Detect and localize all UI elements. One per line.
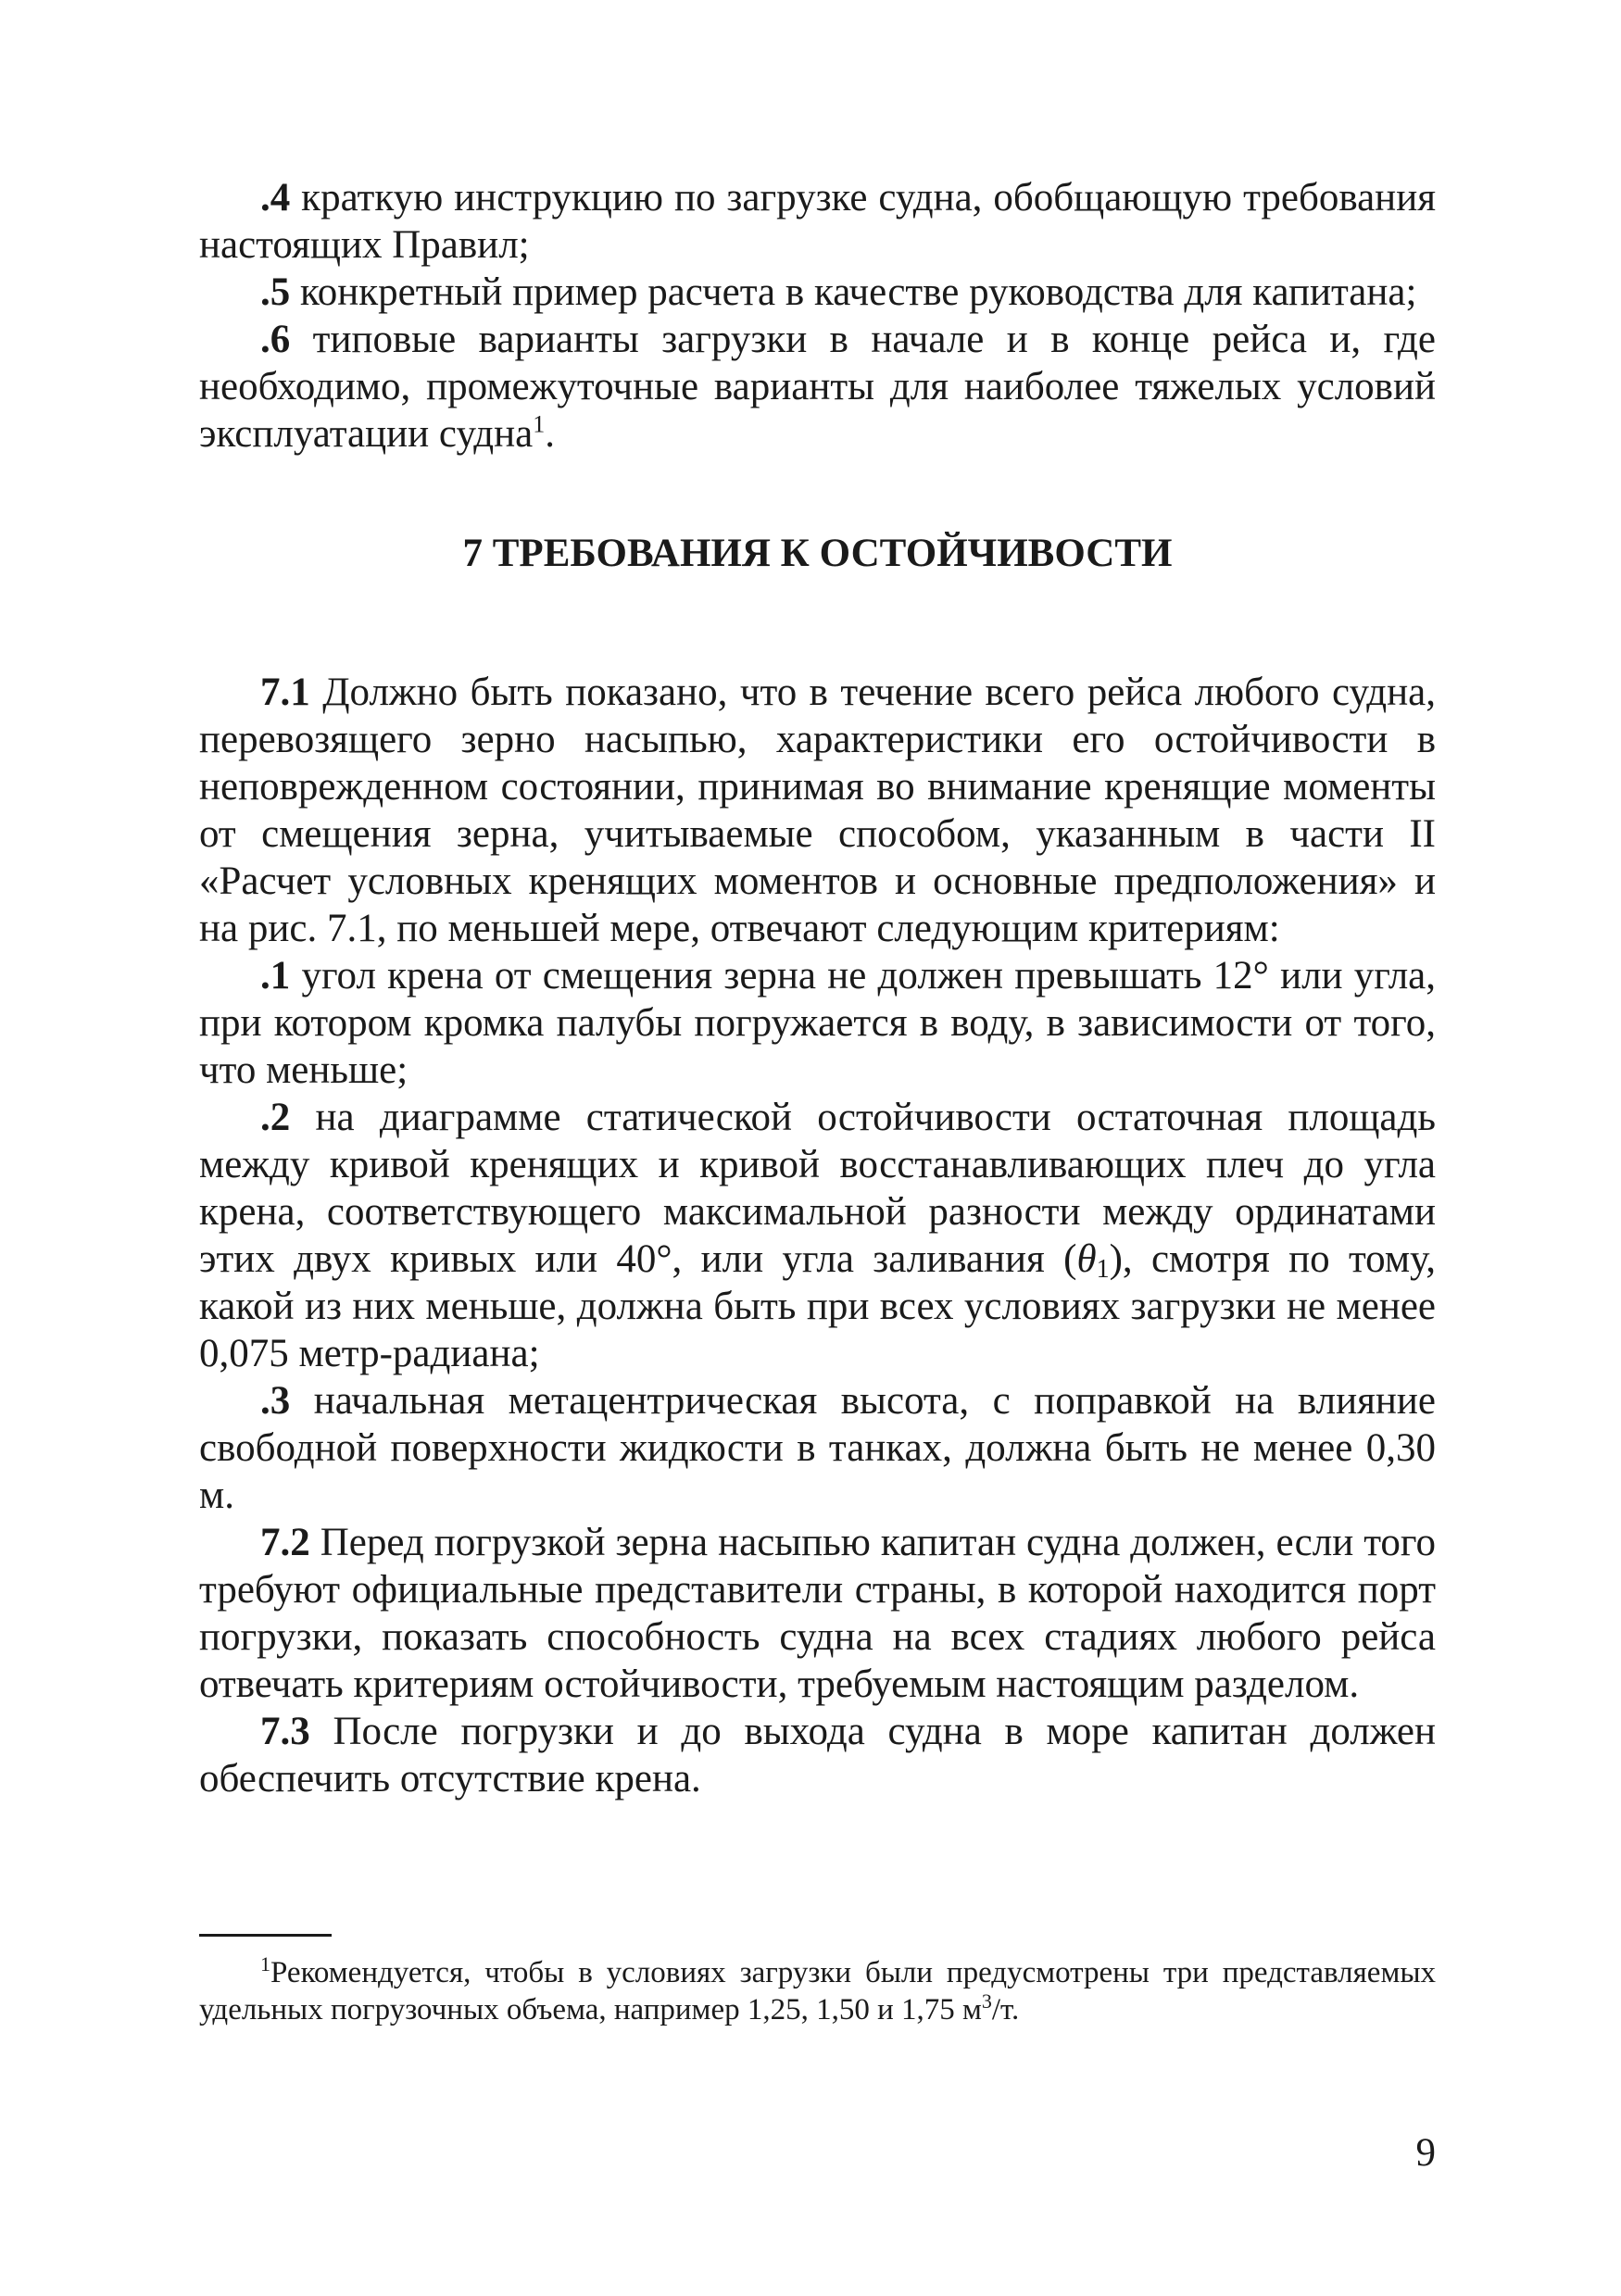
paragraph-7-3 [199, 1708, 1436, 1802]
item-text: конкретный пример расчета в качестве руководства для капитана; [290, 270, 1417, 314]
paragraph-7-2 [199, 1519, 1436, 1708]
item-text: типовые варианты загрузки в начале и в конце рейса и, где необходимо, промежуточные варианты для наиболее тяжелых условий эксплуатации судна [199, 318, 1436, 456]
list-item-4 [199, 174, 1436, 269]
paragraph-text: Должно быть показано, что в течение всего рейса любого судна, перевозящего зерно насыпью, характеристики его остойчивости в неповрежденном состоянии, принимая во внимание кренящие моменты от смещения зерна, учитываемые способом, указанным в части II «Расчет условных кренящих моментов и основные предположения» и на рис. 7.1, по меньшей мере, отвечают следующим критериям: [199, 671, 1436, 950]
criterion-text: угол крена от смещения зерна не должен превышать 12° или угла, при котором кромка палубы погружается в воду, в зависимости от того, что меньше; [199, 954, 1436, 1092]
item-tail: . [545, 412, 555, 456]
criterion-2 [199, 1094, 1436, 1377]
unit-superscript: 3 [981, 1989, 992, 2013]
criterion-3 [199, 1377, 1436, 1519]
criterion-number: .2 [260, 1096, 291, 1139]
theta-subscript: 1 [1096, 1255, 1110, 1284]
section-heading: 7 ТРЕБОВАНИЯ К ОСТОЙЧИВОСТИ [462, 532, 1173, 575]
criterion-number: .3 [260, 1379, 291, 1423]
item-number: .6 [260, 318, 291, 361]
theta-symbol: θ [1076, 1237, 1097, 1281]
page-number: 9 [1415, 2131, 1436, 2175]
criterion-text-end: ), смотря по тому, какой из них меньше, должна быть при всех условиях загрузки не менее 0,075 метр-радиана; [199, 1237, 1437, 1375]
footnote-body: Рекомендуется, чтобы в условиях загрузки были предусмотрены три представляемых удельных погрузочных объема, например 1,25, 1,50 и 1,75 м [199, 1956, 1436, 2026]
main-text [199, 174, 1436, 1802]
list-item-6 [199, 316, 1436, 458]
paragraph-7-1 [199, 669, 1436, 952]
criterion-text: начальная метацентрическая высота, с поправкой на влияние свободной поверхности жидкости в танках, должна быть не менее 0,30 м. [199, 1379, 1436, 1517]
criterion-number: .1 [260, 954, 291, 997]
footnote-reference[interactable]: 1 [533, 410, 546, 438]
footnote-separator [199, 1934, 332, 1937]
paragraph-number: 7.2 [260, 1521, 310, 1564]
criterion-1 [199, 952, 1436, 1094]
paragraph-text: После погрузки и до выхода судна в море капитан должен обеспечить отсутствие крена. [199, 1710, 1436, 1800]
item-text: краткую инструкцию по загрузке судна, обобщающую требования настоящих Правил; [199, 176, 1436, 267]
footnote [199, 1954, 1436, 2028]
footnote-text [199, 1954, 1436, 2028]
criterion-text-start: на диаграмме статической остойчивости остаточная площадь между кривой кренящих и кривой восстанавливающих плеч до угла крена, соответствующего максимальной разности между ординатами этих двух кривых или 40°, или угла заливания ( [199, 1096, 1436, 1281]
item-number: .5 [260, 270, 291, 314]
paragraph-text: Перед погрузкой зерна насыпью капитан судна должен, если того требуют официальные представители страны, в которой находится порт погрузки, показать способность судна на всех стадиях любого рейса отвечать критериям остойчивости, требуемым настоящим разделом. [199, 1521, 1436, 1706]
item-number: .4 [260, 176, 291, 220]
footnote-marker: 1 [260, 1952, 270, 1976]
paragraph-number: 7.3 [260, 1710, 310, 1753]
unit-tail: /т. [991, 1993, 1020, 2026]
list-item-5 [199, 269, 1436, 316]
paragraph-number: 7.1 [260, 671, 310, 714]
